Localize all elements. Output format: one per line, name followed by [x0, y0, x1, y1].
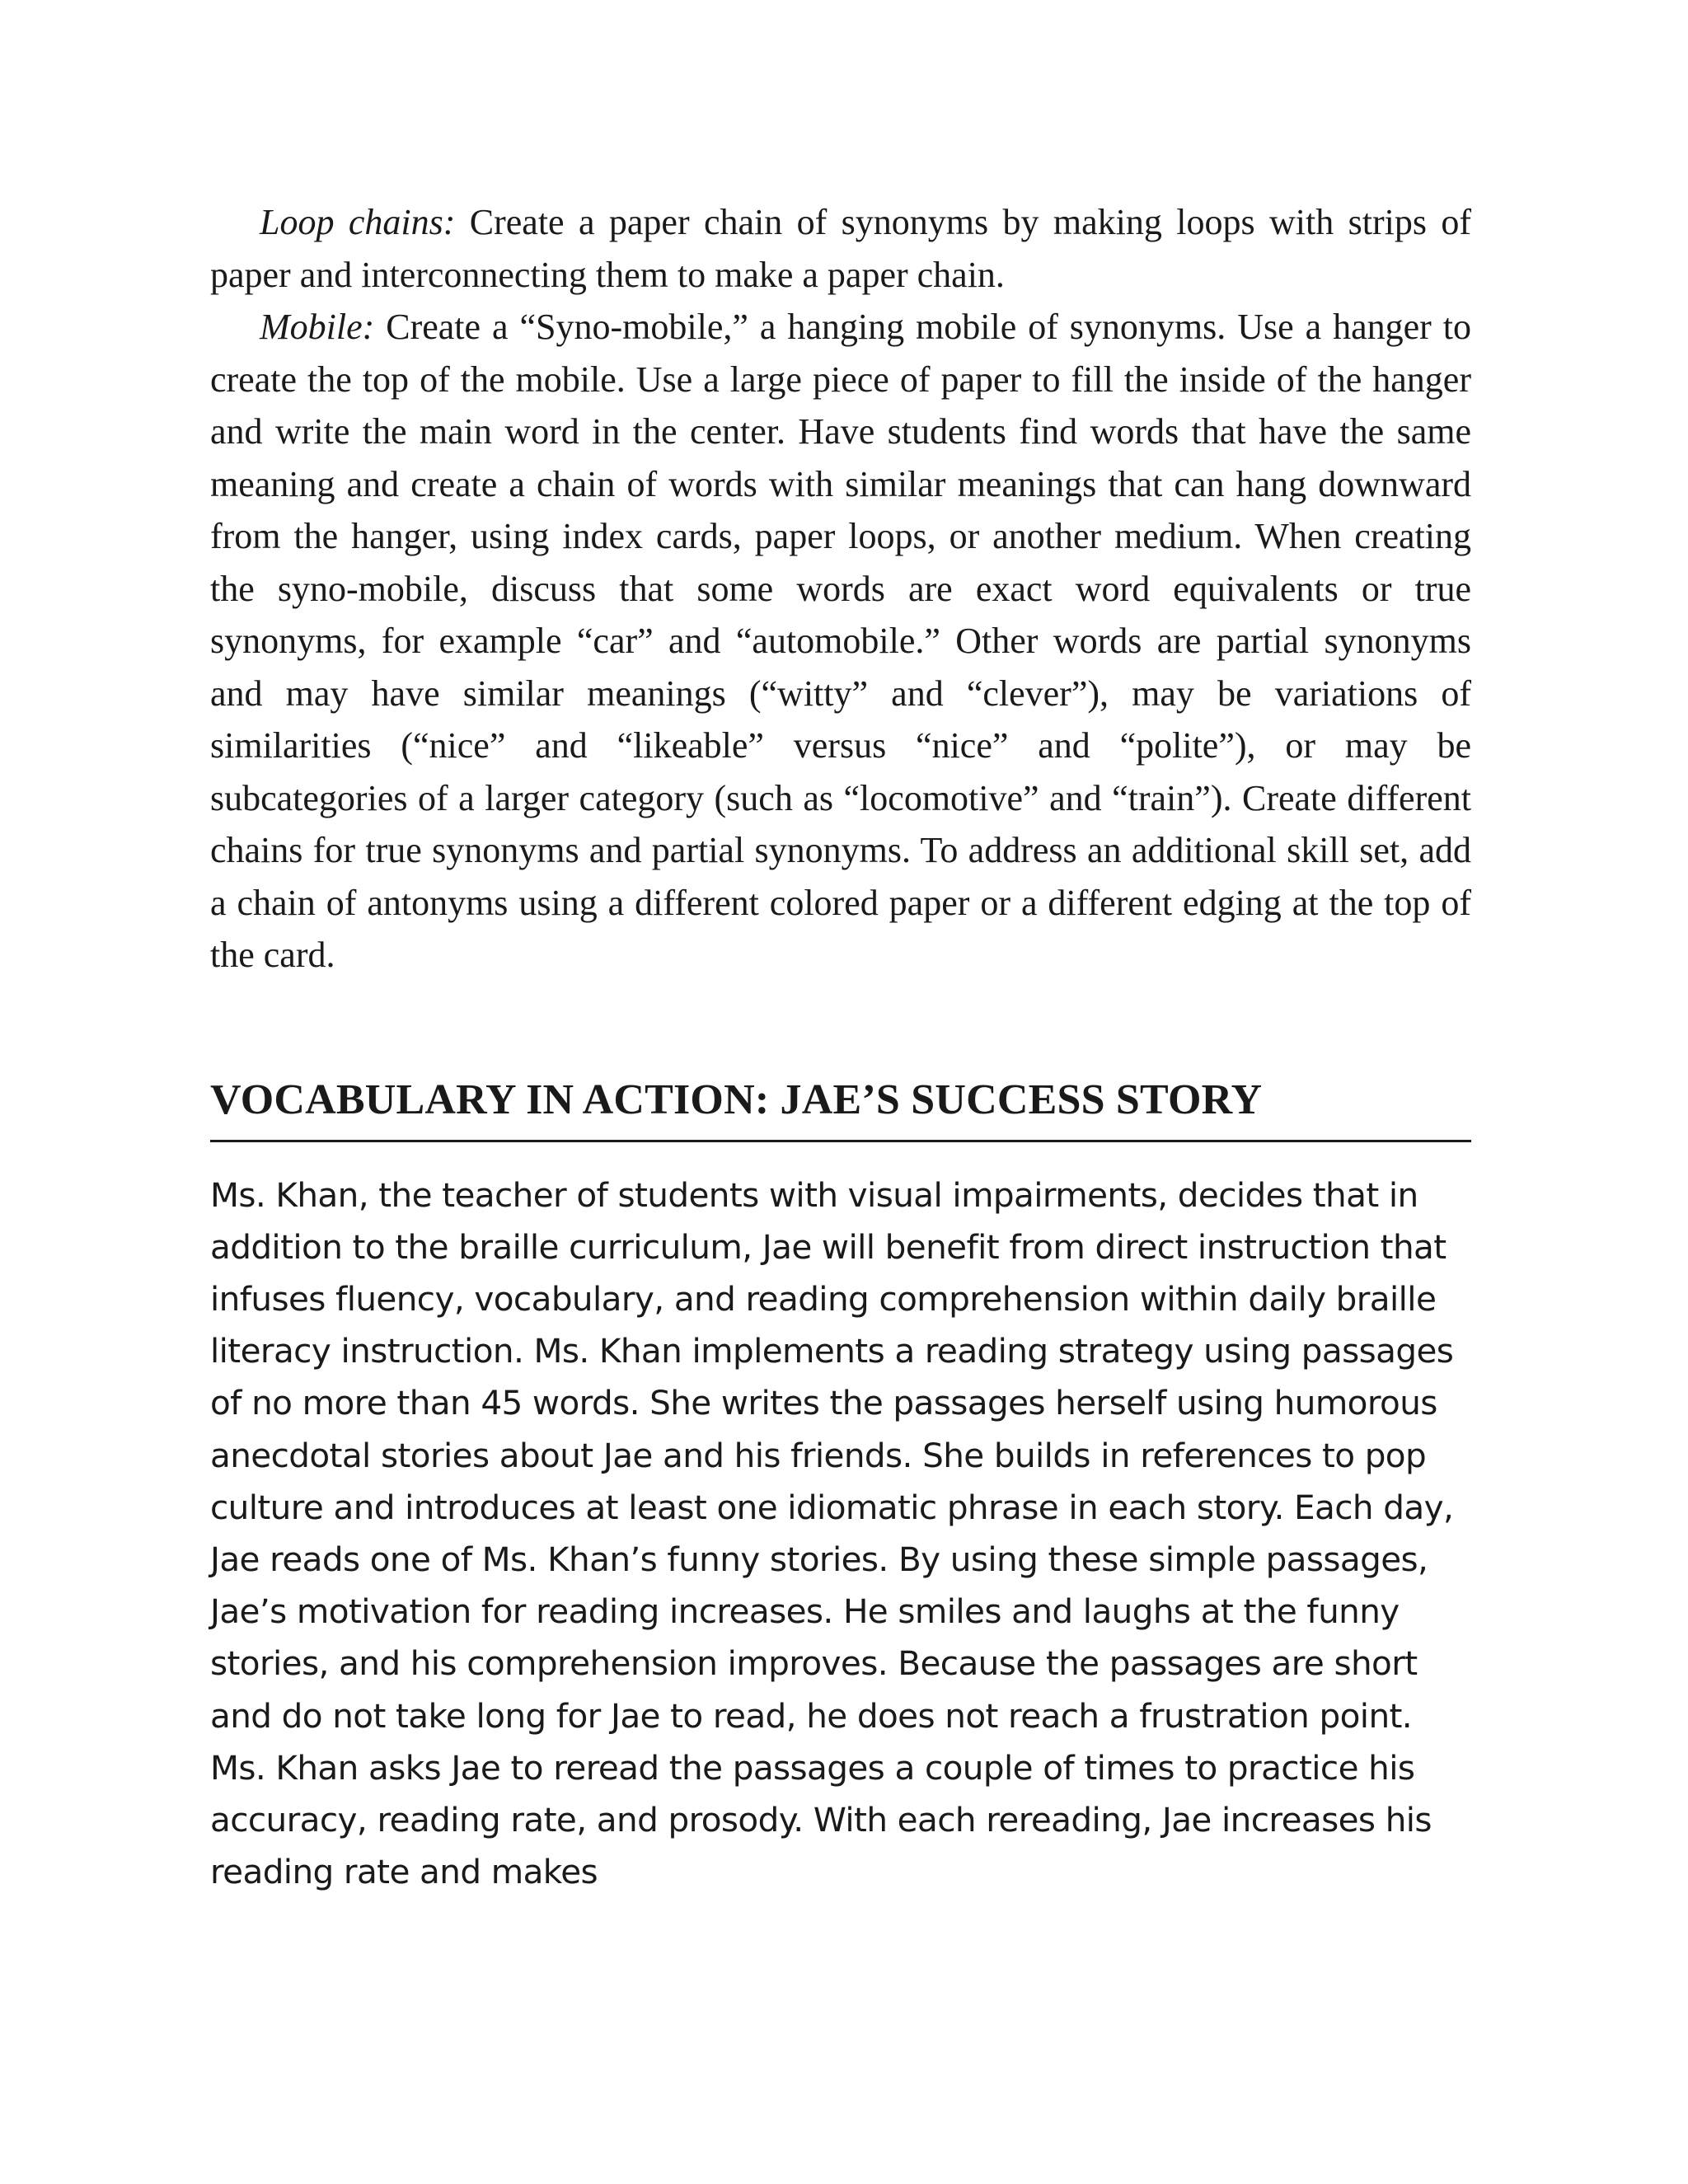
- term-loop-chains: Loop chains:: [260, 202, 456, 242]
- paragraph-loop-chains: [210, 196, 1471, 301]
- paragraph-mobile-text: Create a “Syno-mobile,” a hanging mobile of synonyms. Use a hanger to create the top of the mobile. Use a large piece of paper to fill the inside of the hanger and write the main word in the center. Have students find words that have the same meaning and create a chain of words with similar meanings that can hang downward from the hanger, using index cards, paper loops, or another medium. When creating the syno-mobile, discuss that some words are exact word equivalents or true synonyms, for example “car” and “automobile.” Other words are partial synonyms and may have similar meanings (“witty” and “clever”), may be variations of similarities (“nice” and “likeable” versus “nice” and “polite”), or may be subcategories of a larger category (such as “locomotive” and “train”). Create different chains for true synonyms and partial synonyms. To address an additional skill set, add a chain of antonyms using a different colored paper or a different edging at the top of the card.: [210, 307, 1471, 975]
- paragraph-mobile: [210, 301, 1471, 982]
- section-heading: VOCABULARY IN ACTION: JAE’S SUCCESS STORY: [210, 1074, 1471, 1142]
- term-mobile: Mobile:: [260, 307, 375, 347]
- document-page: [210, 196, 1471, 1898]
- paragraph-loop-chains-text: Create a paper chain of synonyms by making loops with strips of paper and interconnecting them to make a paper chain.: [210, 202, 1472, 295]
- section-body: Ms. Khan, the teacher of students with visual impairments, decides that in addition to the braille curriculum, Jae will benefit from direct instruction that infuses fluency, vocabulary, and reading comprehension within daily braille literacy instruction. Ms. Khan implements a reading strategy using passages of no more than 45 words. She writes the passages herself using humorous anecdotal stories about Jae and his friends. She builds in references to pop culture and introduces at least one idiomatic phrase in each story. Each day, Jae reads one of Ms. Khan’s funny stories. By using these simple passages, Jae’s motivation for reading increases. He smiles and laughs at the funny stories, and his comprehension improves. Because the passages are short and do not take long for Jae to read, he does not reach a frustration point. Ms. Khan asks Jae to reread the passages a couple of times to practice his accuracy, reading rate, and prosody. With each rereading, Jae increases his reading rate and makes: [210, 1174, 1454, 1892]
